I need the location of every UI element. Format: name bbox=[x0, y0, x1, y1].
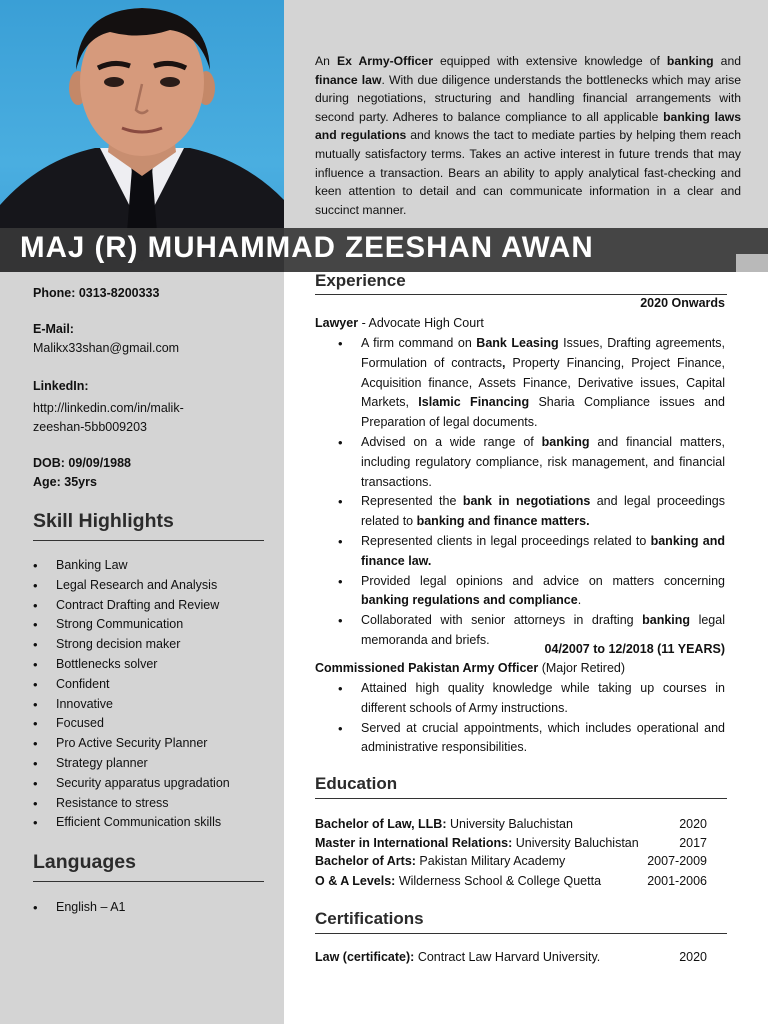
linkedin-label: LinkedIn: bbox=[33, 379, 89, 393]
list-item: • Focused bbox=[33, 714, 273, 734]
education-divider bbox=[315, 798, 727, 799]
list-item: • English – A1 bbox=[33, 898, 273, 918]
job2-bullets bbox=[338, 679, 725, 758]
education-row: O & A Levels: Wilderness School & College Quetta 2001-2006 bbox=[315, 874, 707, 888]
job1-dates: 2020 Onwards bbox=[640, 296, 725, 310]
candidate-name: MAJ (R) MUHAMMAD ZEESHAN AWAN bbox=[20, 231, 594, 264]
dob: DOB: 09/09/1988 bbox=[33, 456, 131, 470]
list-item: • Strong decision maker bbox=[33, 635, 273, 655]
email-label: E-Mail: bbox=[33, 322, 74, 336]
list-item: • Strategy planner bbox=[33, 754, 273, 774]
list-item: • Resistance to stress bbox=[33, 794, 273, 814]
list-item: • Represented clients in legal proceedings related to banking and finance law. bbox=[338, 532, 725, 572]
phone: Phone: 0313-8200333 bbox=[33, 286, 160, 300]
banner-accent bbox=[736, 254, 768, 272]
summary-box bbox=[284, 0, 768, 228]
list-item: • Strong Communication bbox=[33, 615, 273, 635]
list-item: • A firm command on Bank Leasing Issues, Drafting agreements, Formulation of contracts, Property Financing, Project Finance, Acquisition finance, Assets Finance, Derivative issues, Capital Markets, Islamic Financing Sharia Compliance issues and Preparation of legal documents. bbox=[338, 334, 725, 433]
education-row: Bachelor of Arts: Pakistan Military Academy 2007-2009 bbox=[315, 854, 707, 868]
languages-divider bbox=[33, 881, 264, 882]
job1-title: Lawyer - Advocate High Court bbox=[315, 316, 484, 330]
email-link[interactable]: Malikx33shan@gmail.com bbox=[33, 341, 180, 355]
list-item: • Confident bbox=[33, 675, 273, 695]
list-item: • Banking Law bbox=[33, 556, 273, 576]
job2-dates: 04/2007 to 12/2018 (11 YEARS) bbox=[544, 642, 725, 656]
experience-divider bbox=[315, 294, 727, 295]
job1-bullets bbox=[338, 334, 725, 651]
skills-title: Skill Highlights bbox=[33, 510, 174, 532]
list-item: • Contract Drafting and Review bbox=[33, 596, 273, 616]
certification-row: Law (certificate): Contract Law Harvard University. 2020 bbox=[315, 950, 707, 964]
education-title: Education bbox=[315, 774, 398, 793]
list-item: • Innovative bbox=[33, 695, 273, 715]
experience-title: Experience bbox=[315, 271, 406, 290]
certifications-divider bbox=[315, 933, 727, 934]
list-item: • Provided legal opinions and advice on matters concerning banking regulations and compliance. bbox=[338, 572, 725, 612]
list-item: • Attained high quality knowledge while taking up courses in different schools of Army instructions. bbox=[338, 679, 725, 719]
list-item: • Collaborated with senior attorneys in drafting banking legal memoranda and briefs. bbox=[338, 611, 725, 651]
list-item: • Pro Active Security Planner bbox=[33, 734, 273, 754]
list-item: • Efficient Communication skills bbox=[33, 813, 273, 833]
education-row: Bachelor of Law, LLB: University Baluchistan 2020 bbox=[315, 817, 707, 831]
languages-list bbox=[33, 898, 273, 918]
list-item: • Security apparatus upgradation bbox=[33, 774, 273, 794]
certifications-title: Certifications bbox=[315, 909, 424, 928]
list-item: • Bottlenecks solver bbox=[33, 655, 273, 675]
age: Age: 35yrs bbox=[33, 475, 97, 489]
skills-divider bbox=[33, 540, 264, 541]
job2-title: Commissioned Pakistan Army Officer (Major Retired) bbox=[315, 661, 626, 675]
list-item: • Served at crucial appointments, which includes operational and administrative responsibilities. bbox=[338, 719, 725, 759]
list-item: • Represented the bank in negotiations and legal proceedings related to banking and finance matters. bbox=[338, 492, 725, 532]
list-item: • Advised on a wide range of banking and financial matters, including regulatory compliance, risk management, and financial transactions. bbox=[338, 433, 725, 492]
name-banner bbox=[0, 228, 768, 272]
linkedin-link[interactable]: http://linkedin.com/in/malik- zeeshan-5bb009203 bbox=[33, 401, 184, 434]
languages-title: Languages bbox=[33, 851, 136, 873]
list-item: • Legal Research and Analysis bbox=[33, 576, 273, 596]
summary-text: An Ex Army-Officer equipped with extensive knowledge of banking and finance law. With due diligence understands the bottlenecks which may arise during negotiations, structuring and handling financial arrangements with second party. Adheres to balance compliance to all applicable banking laws and regulations and knows the tact to mediate parties by helping them reach mutually satisfactory terms. Takes an active interest in future trends that may influence a transaction. Bears an ability to apply analytical fast-checking and keen attention to detail and can communicate information in a clear and succinct manner. bbox=[315, 54, 742, 217]
skills-list bbox=[33, 556, 273, 833]
education-row: Master in International Relations: University Baluchistan 2017 bbox=[315, 836, 707, 850]
